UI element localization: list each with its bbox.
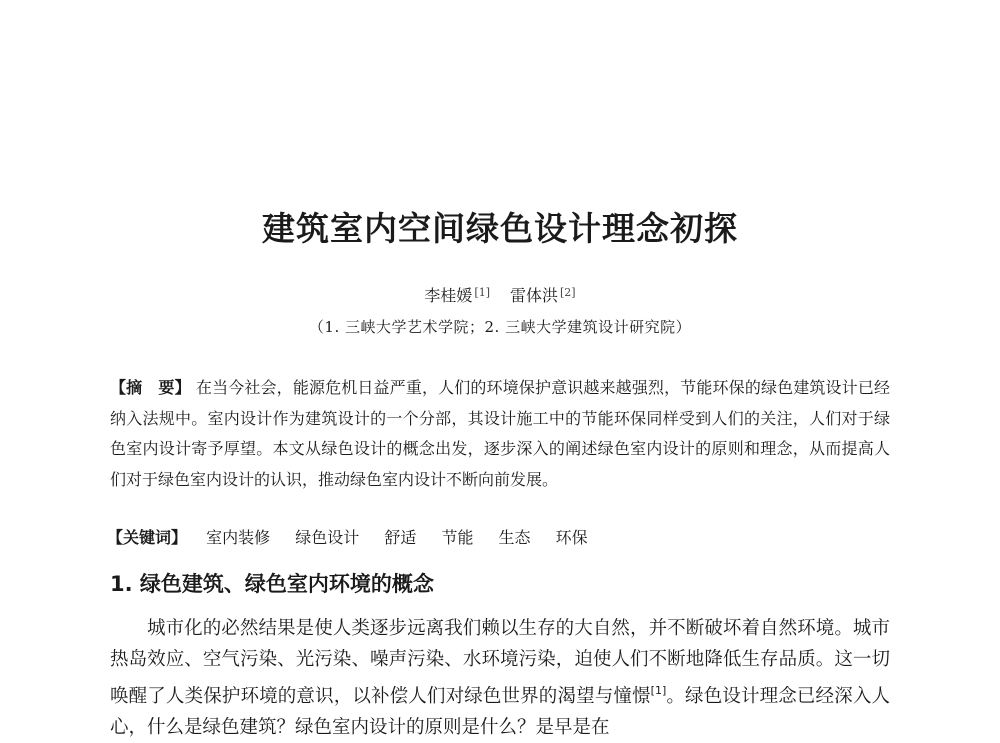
author-ref: [2] xyxy=(560,286,576,299)
paragraph-text: 城市化的必然结果是使人类逐步远离我们赖以生存的大自然，并不断破坏着自然环境。城市热岛效应、空气污染、光污染、噪声污染、水环境污染，迫使人们不断地降低生存品质。这一切唤醒了人类保护环境的意识，以补偿人们对绿色世界的渴望与憧憬 xyxy=(110,618,890,707)
paper-title: 建筑室内空间绿色设计理念初探 xyxy=(262,209,738,248)
abstract xyxy=(110,373,890,495)
keyword: 舒适 xyxy=(384,528,417,547)
body-paragraph xyxy=(110,613,890,743)
keywords-label: 【关键词】 xyxy=(107,528,188,547)
section-heading: 1. 绿色建筑、绿色室内环境的概念 xyxy=(110,572,434,596)
author-line xyxy=(0,283,1000,306)
author-ref: [1] xyxy=(474,286,490,299)
affiliation: （1. 三峡大学艺术学院；2. 三峡大学建筑设计研究院） xyxy=(308,318,692,336)
keyword: 节能 xyxy=(441,528,474,547)
abstract-text: 在当今社会，能源危机日益严重，人们的环境保护意识越来越强烈，节能环保的绿色建筑设计已经纳入法规中。室内设计作为建筑设计的一个分部，其设计施工中的节能环保同样受到人们的关注，人们对于绿色室内设计寄予厚望。本文从绿色设计的概念出发，逐步深入的阐述绿色室内设计的原则和理念，从而提高人们对于绿色室内设计的认识，推动绿色室内设计不断向前发展。 xyxy=(110,378,890,489)
keyword: 环保 xyxy=(555,528,588,547)
paragraph-text-continued: 。绿色设计理念已经深入人心，什么是绿色建筑？绿色室内设计的原则是什么？是早是在 xyxy=(110,686,890,738)
citation-ref: [1] xyxy=(650,684,667,697)
keyword: 生态 xyxy=(498,528,531,547)
keywords xyxy=(107,525,897,548)
author-name: 李桂媛 xyxy=(424,286,473,305)
keyword: 室内装修 xyxy=(206,528,271,547)
keyword: 绿色设计 xyxy=(295,528,360,547)
author-name: 雷体洪 xyxy=(510,286,559,305)
abstract-label: 【摘 要】 xyxy=(110,378,191,397)
